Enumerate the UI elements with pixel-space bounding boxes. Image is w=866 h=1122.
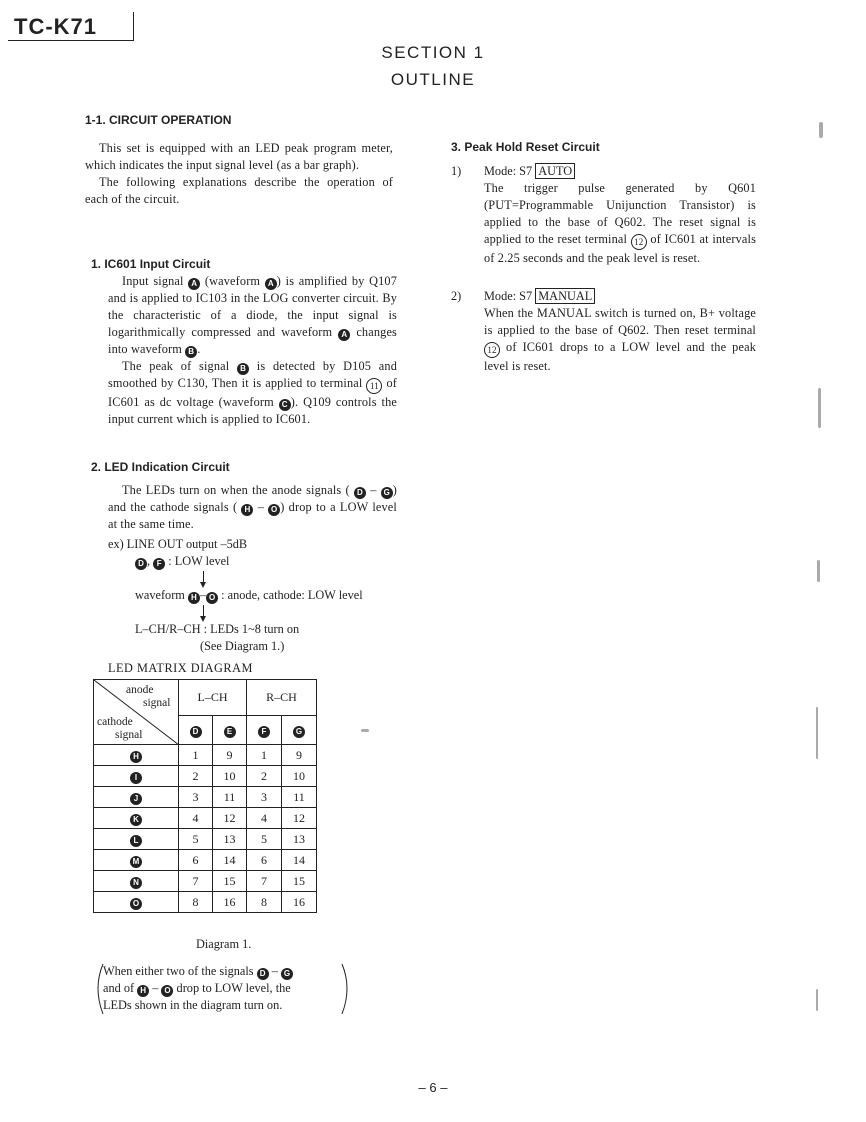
ic601-text: of IC601 as dc voltage (waveform (108, 376, 397, 409)
matrix-row (94, 808, 317, 829)
ic601-text: is detected by D105 and smoothed by C130, Then it is applied to terminal (108, 359, 397, 390)
signal-d-icon: D (257, 968, 269, 980)
scan-mark (816, 989, 818, 1011)
signal-d-icon: D (190, 726, 202, 738)
signal-f-icon: F (153, 558, 165, 570)
example-step-3-note: (See Diagram 1.) (200, 639, 285, 653)
note-text: drop to LOW level, the (176, 981, 291, 995)
note-text: LEDs shown in the diagram turn on. (103, 998, 283, 1012)
signal-d-icon: D (135, 558, 147, 570)
matrix-row (94, 892, 317, 913)
led-text: ) drop to a LOW level at the same time. (108, 500, 397, 531)
column-header-g (282, 715, 317, 744)
signal-o-icon: O (161, 985, 173, 997)
matrix-cell: 4 (247, 808, 282, 829)
matrix-cell: 9 (282, 745, 317, 766)
row-header-o (94, 892, 179, 913)
scan-mark (818, 388, 821, 428)
dash-text: – (257, 500, 264, 514)
matrix-cell: 15 (213, 871, 247, 892)
matrix-cell: 6 (179, 850, 213, 871)
matrix-cell: 8 (179, 892, 213, 913)
matrix-body (94, 745, 317, 913)
matrix-cell: 1 (247, 745, 282, 766)
signal-g-icon: G (381, 487, 393, 499)
row-header-k (94, 808, 179, 829)
matrix-table (93, 679, 317, 913)
signal-n-icon: N (130, 877, 142, 889)
matrix-row (94, 871, 317, 892)
example-line: ex) LINE OUT output –5dB (108, 537, 248, 551)
matrix-title: LED MATRIX DIAGRAM (108, 661, 253, 675)
cathode-signal-label: signal (115, 729, 143, 741)
lch-header: L–CH (179, 680, 247, 716)
item-2-number: 2) (451, 289, 462, 303)
matrix-cell: 14 (282, 850, 317, 871)
signal-i-icon: I (130, 772, 142, 784)
terminal-12-icon: 12 (484, 342, 500, 358)
item-1-text: The trigger pulse generated by Q601 (PUT=Programmable Unijunction Transistor) is applied to the base of Q602. The reset signal is applied to the reset terminal (484, 181, 756, 246)
auto-switch-label: AUTO (535, 163, 575, 179)
ic601-heading: 1. IC601 Input Circuit (91, 257, 211, 271)
scan-mark (361, 729, 369, 732)
matrix-cell: 3 (179, 787, 213, 808)
dash-text: – (152, 981, 159, 995)
terminal-11-icon: 11 (366, 378, 382, 394)
manual-switch-label: MANUAL (535, 288, 595, 304)
ic601-text: The peak of signal (122, 359, 230, 373)
matrix-cell: 16 (213, 892, 247, 913)
note-text: When either two of the signals (103, 964, 254, 978)
note-text: and of (103, 981, 135, 995)
example-step-2-text: : anode, cathode: LOW level (221, 588, 363, 602)
item-2-text: of IC601 drops to a LOW level and the peak level is reset. (484, 340, 756, 373)
led-text: The LEDs turn on when the anode signals ( (122, 483, 350, 497)
cathode-label: cathode (97, 716, 133, 728)
signal-j-icon: J (130, 793, 142, 805)
matrix-row (94, 787, 317, 808)
signal-o-icon: O (268, 504, 280, 516)
item-1-mode (484, 163, 575, 180)
signal-k-icon: K (130, 814, 142, 826)
mode-label: Mode: S7 (484, 164, 533, 178)
signal-g-icon: G (293, 726, 305, 738)
matrix-cell: 13 (282, 829, 317, 850)
signal-a-icon: A (188, 278, 200, 290)
dash-text: – (199, 588, 207, 602)
column-header-d (179, 715, 213, 744)
matrix-cell: 10 (282, 766, 317, 787)
signal-c-icon: C (279, 399, 291, 411)
example-step-1: D , F : LOW level (135, 553, 229, 570)
signal-o-icon: O (206, 592, 218, 604)
circuit-operation-heading: 1-1. CIRCUIT OPERATION (85, 113, 232, 127)
ic601-text: Input signal (122, 274, 184, 288)
intro-text-1: This set is equipped with an LED peak program meter, which indicates the input signal level (as a bar graph). (85, 141, 393, 172)
matrix-cell: 5 (247, 829, 282, 850)
matrix-cell: 2 (247, 766, 282, 787)
signal-o-icon: O (130, 898, 142, 910)
matrix-cell: 14 (213, 850, 247, 871)
mode-label: Mode: S7 (484, 289, 533, 303)
ic601-text: changes into waveform (108, 325, 397, 356)
row-header-n (94, 871, 179, 892)
signal-e-icon: E (224, 726, 236, 738)
matrix-cell: 1 (179, 745, 213, 766)
example-step-3: L–CH/R–CH : LEDs 1~8 turn on (135, 622, 300, 636)
section-title: OUTLINE (390, 70, 476, 89)
scan-mark (816, 707, 818, 759)
dash-text: – (271, 964, 278, 978)
signal-a-icon: A (265, 278, 277, 290)
row-header-m (94, 850, 179, 871)
item-2-mode (484, 288, 595, 305)
signal-h-icon: H (241, 504, 253, 516)
matrix-row (94, 829, 317, 850)
diagram-note (103, 963, 343, 1014)
item-1-text: of IC601 at intervals of 2.25 seconds and the peak level is reset. (484, 232, 757, 265)
example-step-2 (135, 587, 363, 604)
matrix-cell: 4 (179, 808, 213, 829)
matrix-cell: 12 (213, 808, 247, 829)
intro-text-2: The following explanations describe the operation of each of the circuit. (85, 175, 393, 206)
matrix-cell: 7 (179, 871, 213, 892)
anode-label: anode (126, 684, 154, 696)
page-number: – 6 – (418, 1080, 448, 1095)
item-1-number: 1) (451, 164, 462, 178)
header-tick (133, 12, 134, 41)
signal-b-icon: B (237, 363, 249, 375)
matrix-row (94, 850, 317, 871)
matrix-cell: 2 (179, 766, 213, 787)
matrix-cell: 9 (213, 745, 247, 766)
section-number: SECTION 1 (381, 43, 485, 62)
peak-hold-heading: 3. Peak Hold Reset Circuit (451, 140, 600, 154)
signal-d-icon: D (354, 487, 366, 499)
matrix-cell: 10 (213, 766, 247, 787)
item-2-text: When the MANUAL switch is turned on, B+ voltage is applied to the base of Q602. Then reset terminal (484, 306, 756, 337)
ic601-text: ). Q109 controls the input current which is applied to IC601. (108, 395, 397, 426)
signal-a-icon: A (338, 329, 350, 341)
matrix-cell: 11 (282, 787, 317, 808)
signal-f-icon: F (258, 726, 270, 738)
matrix-cell: 12 (282, 808, 317, 829)
matrix-cell: 5 (179, 829, 213, 850)
matrix-cell: 11 (213, 787, 247, 808)
column-header-f (247, 715, 282, 744)
signal-l-icon: L (130, 835, 142, 847)
matrix-cell: 7 (247, 871, 282, 892)
ic601-text: ) is amplified by Q107 and is applied to IC103 in the LOG converter circuit. By the characteristic of a diode, the input signal is logarithmically compressed and waveform (108, 274, 397, 339)
diagram-caption: Diagram 1. (196, 937, 252, 951)
column-header-e (213, 715, 247, 744)
example-step-1-text: : LOW level (168, 554, 230, 568)
dash-text: – (370, 483, 377, 497)
model-number: TC-K71 (14, 14, 98, 39)
terminal-12-icon: 12 (631, 234, 647, 250)
matrix-cell: 6 (247, 850, 282, 871)
matrix-cell: 15 (282, 871, 317, 892)
matrix-cell: 8 (247, 892, 282, 913)
scan-mark (817, 560, 820, 582)
led-matrix-table (93, 679, 317, 913)
header-rule (8, 40, 133, 41)
matrix-corner (94, 680, 179, 745)
item-2-paragraph (484, 305, 756, 375)
example-step-2-text: waveform (135, 588, 185, 602)
matrix-cell: 3 (247, 787, 282, 808)
row-header-l (94, 829, 179, 850)
led-paragraph (108, 482, 397, 533)
matrix-row (94, 745, 317, 766)
rch-header: R–CH (247, 680, 317, 716)
signal-g-icon: G (281, 968, 293, 980)
ic601-paragraph: Input signal A (waveform A ) is amplified by Q107 and is applied to IC103 in the LOG converter circuit. By the characteristic of a diode, the input signal is logarithmically compressed and waveform A changes into waveform B . The peak of signal B is detected by D105 and smoothed by C130, Then it is applied to terminal 11 of IC601 as dc voltage (waveform C ). Q109 controls the input current which is applied to IC601. (108, 274, 397, 426)
signal-m-icon: M (130, 856, 142, 868)
ic601-text: (waveform (204, 274, 261, 288)
signal-b-icon: B (185, 346, 197, 358)
item-1-paragraph (484, 180, 756, 267)
anode-signal-label: signal (143, 697, 171, 709)
signal-h-icon: H (130, 751, 142, 763)
row-header-i (94, 766, 179, 787)
led-text: ) and the cathode signals ( (108, 483, 397, 514)
matrix-cell: 16 (282, 892, 317, 913)
row-header-j (94, 787, 179, 808)
intro-paragraph (85, 140, 393, 208)
signal-h-icon: H (188, 592, 200, 604)
scan-mark (819, 122, 823, 138)
led-heading: 2. LED Indication Circuit (91, 460, 230, 474)
matrix-cell: 13 (213, 829, 247, 850)
row-header-h (94, 745, 179, 766)
signal-h-icon: H (137, 985, 149, 997)
matrix-row (94, 766, 317, 787)
